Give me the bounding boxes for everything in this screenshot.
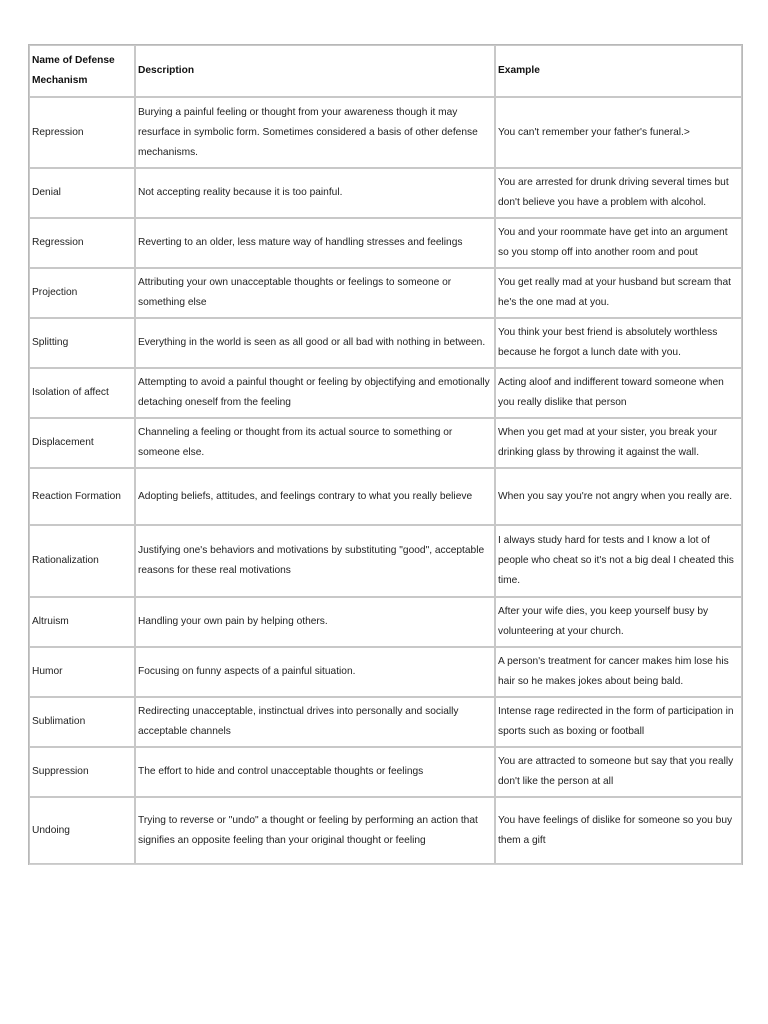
cell-mechanism-name: Regression — [29, 218, 135, 268]
cell-mechanism-name: Altruism — [29, 597, 135, 647]
header-example: Example — [495, 45, 742, 97]
cell-example: You and your roommate have get into an argument so you stomp off into another room and pout — [495, 218, 742, 268]
table-row — [29, 218, 742, 268]
cell-mechanism-name: Isolation of affect — [29, 368, 135, 418]
table-row — [29, 647, 742, 697]
cell-example: You are arrested for drunk driving several times but don't believe you have a problem with alcohol. — [495, 168, 742, 218]
table-header-row — [29, 45, 742, 97]
cell-description: Attributing your own unacceptable thoughts or feelings to someone or something else — [135, 268, 495, 318]
cell-mechanism-name: Undoing — [29, 797, 135, 864]
cell-mechanism-name: Projection — [29, 268, 135, 318]
cell-description: The effort to hide and control unacceptable thoughts or feelings — [135, 747, 495, 797]
cell-mechanism-name: Displacement — [29, 418, 135, 468]
table-body — [29, 97, 742, 864]
header-description: Description — [135, 45, 495, 97]
table-row — [29, 368, 742, 418]
cell-mechanism-name: Denial — [29, 168, 135, 218]
cell-example: You can't remember your father's funeral.> — [495, 97, 742, 168]
cell-mechanism-name: Repression — [29, 97, 135, 168]
table-row — [29, 418, 742, 468]
cell-mechanism-name: Humor — [29, 647, 135, 697]
cell-example: I always study hard for tests and I know a lot of people who cheat so it's not a big deal I cheated this time. — [495, 525, 742, 597]
table-row — [29, 797, 742, 864]
cell-description: Not accepting reality because it is too painful. — [135, 168, 495, 218]
cell-example: You have feelings of dislike for someone so you buy them a gift — [495, 797, 742, 864]
cell-description: Adopting beliefs, attitudes, and feelings contrary to what you really believe — [135, 468, 495, 525]
cell-description: Reverting to an older, less mature way of handling stresses and feelings — [135, 218, 495, 268]
cell-description: Focusing on funny aspects of a painful situation. — [135, 647, 495, 697]
table-row — [29, 697, 742, 747]
cell-description: Trying to reverse or "undo" a thought or feeling by performing an action that signifies an opposite feeling than your original thought or feeling — [135, 797, 495, 864]
table-row — [29, 597, 742, 647]
cell-description: Attempting to avoid a painful thought or feeling by objectifying and emotionally detaching oneself from the feeling — [135, 368, 495, 418]
table-row — [29, 318, 742, 368]
defense-mechanisms-table — [28, 44, 743, 865]
cell-description: Burying a painful feeling or thought from your awareness though it may resurface in symbolic form. Sometimes considered a basis of other defense mechanisms. — [135, 97, 495, 168]
document-page — [28, 44, 741, 865]
cell-example: You get really mad at your husband but scream that he's the one mad at you. — [495, 268, 742, 318]
table-row — [29, 468, 742, 525]
cell-description: Justifying one's behaviors and motivations by substituting "good", acceptable reasons for these real motivations — [135, 525, 495, 597]
cell-mechanism-name: Sublimation — [29, 697, 135, 747]
cell-example: A person's treatment for cancer makes him lose his hair so he makes jokes about being bald. — [495, 647, 742, 697]
cell-example: Acting aloof and indifferent toward someone when you really dislike that person — [495, 368, 742, 418]
cell-example: You are attracted to someone but say that you really don't like the person at all — [495, 747, 742, 797]
cell-example: Intense rage redirected in the form of participation in sports such as boxing or football — [495, 697, 742, 747]
table-row — [29, 525, 742, 597]
table-row — [29, 268, 742, 318]
cell-mechanism-name: Reaction Formation — [29, 468, 135, 525]
header-name: Name of Defense Mechanism — [29, 45, 135, 97]
cell-example: After your wife dies, you keep yourself busy by volunteering at your church. — [495, 597, 742, 647]
table-row — [29, 168, 742, 218]
cell-mechanism-name: Splitting — [29, 318, 135, 368]
cell-description: Channeling a feeling or thought from its actual source to something or someone else. — [135, 418, 495, 468]
cell-example: You think your best friend is absolutely worthless because he forgot a lunch date with you. — [495, 318, 742, 368]
cell-example: When you say you're not angry when you really are. — [495, 468, 742, 525]
cell-mechanism-name: Suppression — [29, 747, 135, 797]
table-row — [29, 97, 742, 168]
cell-example: When you get mad at your sister, you break your drinking glass by throwing it against the wall. — [495, 418, 742, 468]
cell-description: Everything in the world is seen as all good or all bad with nothing in between. — [135, 318, 495, 368]
table-row — [29, 747, 742, 797]
cell-description: Redirecting unacceptable, instinctual drives into personally and socially acceptable channels — [135, 697, 495, 747]
cell-description: Handling your own pain by helping others. — [135, 597, 495, 647]
cell-mechanism-name: Rationalization — [29, 525, 135, 597]
